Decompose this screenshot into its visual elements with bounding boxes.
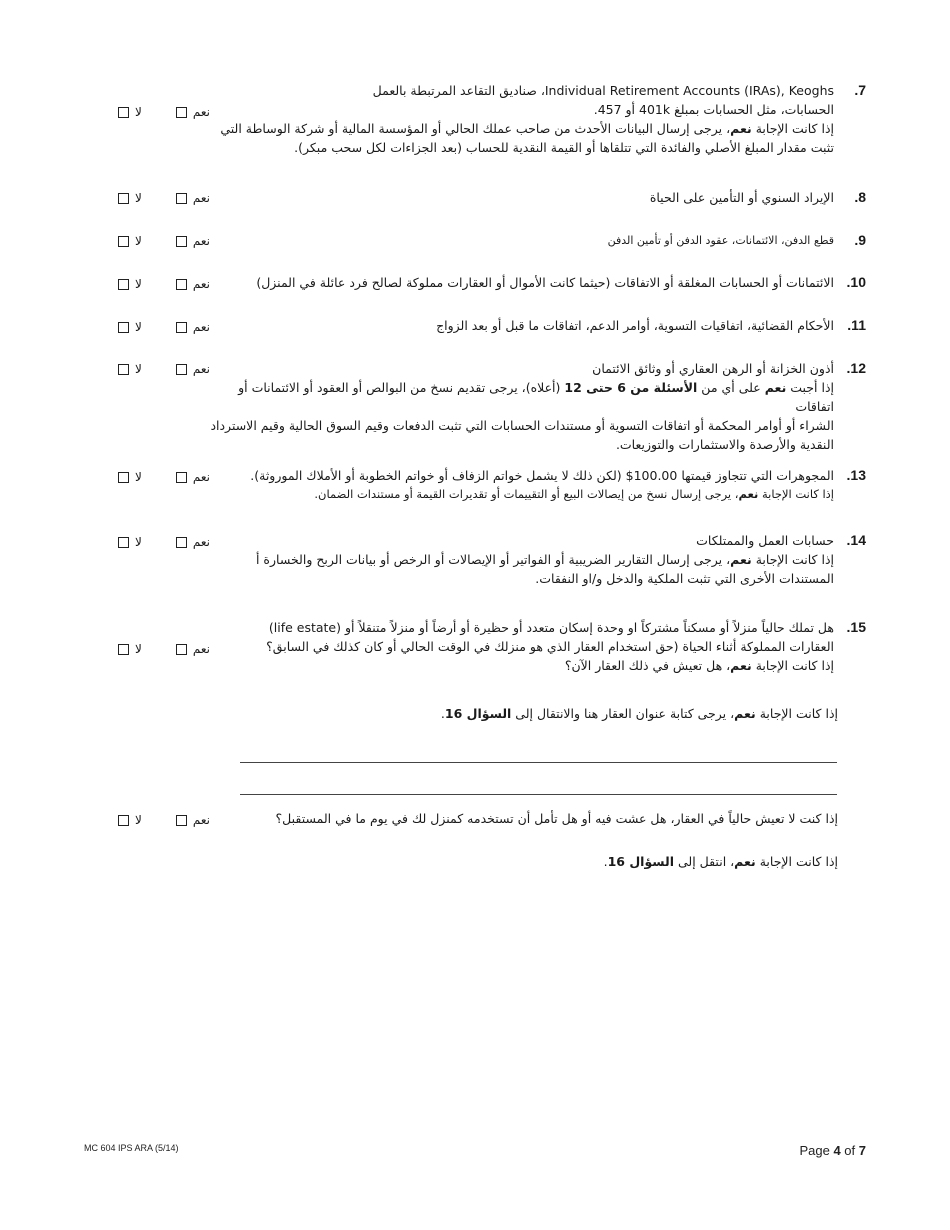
yes-checkbox[interactable] — [176, 644, 187, 655]
question-number: .15 — [846, 619, 866, 635]
form-id: MC 604 IPS ARA (5/14) — [84, 1143, 179, 1153]
question-number: .11 — [847, 317, 866, 333]
yes-option[interactable]: نعم — [170, 277, 210, 291]
no-option[interactable]: لا — [112, 320, 142, 334]
no-checkbox[interactable] — [118, 472, 129, 483]
yes-checkbox[interactable] — [176, 537, 187, 548]
yes-checkbox[interactable] — [176, 815, 187, 826]
no-option[interactable]: لا — [112, 470, 142, 484]
question-number: .14 — [846, 532, 866, 548]
no-checkbox[interactable] — [118, 193, 129, 204]
no-checkbox[interactable] — [118, 236, 129, 247]
yes-checkbox[interactable] — [176, 322, 187, 333]
yes-no-q13 — [84, 470, 210, 484]
yes-no-followup — [84, 813, 210, 827]
question-instruction: إذا كانت الإجابة نعم، هل تعيش في ذلك العقار الآن؟ — [564, 658, 834, 673]
question-14 — [200, 531, 866, 588]
no-option[interactable]: لا — [112, 813, 142, 827]
question-instruction: إذا أجبت نعم على أي من الأسئلة من 6 حتى 12 (أعلاه)، يرجى تقديم نسخ من البوالص أو العقود أو الائتمانات أو اتفاقات — [238, 380, 834, 414]
question-text: أذون الخزانة أو الرهن العقاري أو وثائق الائتمان — [592, 361, 834, 376]
no-option[interactable]: لا — [112, 642, 142, 656]
question-11 — [200, 316, 866, 335]
question-text-line: المستندات الأخرى التي تثبت الملكية والدخل و/او النفقات. — [535, 571, 834, 586]
yes-checkbox[interactable] — [176, 364, 187, 375]
yes-option[interactable]: نعم — [170, 105, 210, 119]
yes-no-q11 — [84, 320, 210, 334]
question-number: .13 — [846, 467, 866, 483]
question-text: قطع الدفن، الائتمانات، عقود الدفن أو تأمين الدفن — [607, 234, 834, 247]
yes-checkbox[interactable] — [176, 472, 187, 483]
yes-option[interactable]: نعم — [170, 642, 210, 656]
address-line-1[interactable] — [240, 762, 837, 763]
question-number: .9 — [854, 232, 866, 248]
question-number: .8 — [854, 189, 866, 205]
no-checkbox[interactable] — [118, 644, 129, 655]
question-text: حسابات العمل والممتلكات — [696, 533, 834, 548]
question-text: الأحكام القضائية، اتفاقيات التسوية، أوامر الدعم، اتفاقات ما قبل أو بعد الزواج — [436, 318, 834, 333]
no-option[interactable]: لا — [112, 234, 142, 248]
question-13 — [200, 466, 866, 504]
question-12 — [200, 359, 866, 454]
no-checkbox[interactable] — [118, 364, 129, 375]
yes-no-q7 — [84, 105, 210, 119]
yes-checkbox[interactable] — [176, 193, 187, 204]
yes-no-q12 — [84, 362, 210, 376]
yes-no-q14 — [84, 535, 210, 549]
question-10 — [200, 273, 866, 292]
yes-checkbox[interactable] — [176, 107, 187, 118]
question-number: .7 — [854, 82, 866, 98]
no-option[interactable]: لا — [112, 535, 142, 549]
no-option[interactable]: لا — [112, 277, 142, 291]
yes-option[interactable]: نعم — [170, 362, 210, 376]
yes-no-q10 — [84, 277, 210, 291]
yes-no-q8 — [84, 191, 210, 205]
no-option[interactable]: لا — [112, 362, 142, 376]
page-number: Page 4 of 7 — [799, 1143, 866, 1158]
no-checkbox[interactable] — [118, 279, 129, 290]
question-9 — [200, 231, 866, 250]
no-checkbox[interactable] — [118, 537, 129, 548]
address-instruction: إذا كانت الإجابة نعم، يرجى كتابة عنوان العقار هنا والانتقال إلى السؤال 16. — [440, 706, 838, 721]
yes-checkbox[interactable] — [176, 279, 187, 290]
yes-checkbox[interactable] — [176, 236, 187, 247]
question-15 — [200, 618, 866, 675]
question-text-line: الحسابات، مثل الحسابات بمبلغ 401k أو 457. — [593, 102, 834, 117]
yes-option[interactable]: نعم — [170, 535, 210, 549]
no-checkbox[interactable] — [118, 107, 129, 118]
question-text-line: النقدية والأرصدة والاستثمارات والتوزيعات. — [615, 437, 834, 452]
question-8 — [200, 188, 866, 207]
no-checkbox[interactable] — [118, 815, 129, 826]
yes-option[interactable]: نعم — [170, 470, 210, 484]
question-text: المجوهرات التي تتجاوز قيمتها 100.00$ (لكن ذلك لا يشمل خواتم الزفاف أو خواتم الخطوبة أو الأملاك الموروثة). — [250, 468, 834, 483]
no-option[interactable]: لا — [112, 191, 142, 205]
no-checkbox[interactable] — [118, 322, 129, 333]
address-line-2[interactable] — [240, 794, 837, 795]
final-instruction: إذا كانت الإجابة نعم، انتقل إلى السؤال 16. — [603, 854, 838, 869]
question-text-line: الشراء أو أوامر المحكمة أو اتفاقات التسوية أو مستندات الحسابات التي تثبت الدفعات وقيم السوق الحالية وقيم الاسترداد — [210, 418, 834, 433]
question-text-line: العقارات المملوكة أثناء الحياة (حق استخدام العقار الذي هو منزلك في الوقت الحالي أو كان كذلك في السابق؟ — [266, 639, 834, 654]
question-text: الإيراد السنوي أو التأمين على الحياة — [649, 190, 834, 205]
question-text: Individual Retirement Accounts (IRAs), Keoghs، صناديق التقاعد المرتبطة بالعمل — [372, 83, 834, 98]
question-number: .10 — [846, 274, 866, 290]
yes-no-q15 — [84, 642, 210, 656]
question-instruction: إذا كانت الإجابة نعم، يرجى إرسال نسخ من إيصالات البيع أو التقييمات أو تقديرات القيمة أو مستندات الضمان. — [314, 487, 834, 501]
no-option[interactable]: لا — [112, 105, 142, 119]
question-instruction: إذا كانت الإجابة نعم، يرجى إرسال البيانات الأحدث من صاحب عملك الحالي أو المؤسسة المالية أو شركة الوساطة التي — [220, 121, 834, 136]
yes-option[interactable]: نعم — [170, 813, 210, 827]
yes-option[interactable]: نعم — [170, 191, 210, 205]
followup-question: إذا كنت لا تعيش حالياً في العقار، هل عشت فيه أو هل تأمل أن تستخدمه كمنزل لك في يوم ما في المستقبل؟ — [275, 811, 838, 826]
question-instruction: إذا كانت الإجابة نعم، يرجى إرسال التقارير الضريبية أو الفواتير أو الإيصالات أو الرخص أو بيانات الربح والخسارة أ — [255, 552, 834, 567]
yes-option[interactable]: نعم — [170, 320, 210, 334]
question-number: .12 — [846, 360, 866, 376]
question-text: الائتمانات أو الحسابات المغلقة أو الاتفاقات (حيثما كانت الأموال أو العقارات مملوكة لصالح فرد عائلة في المنزل) — [256, 275, 834, 290]
question-7 — [200, 81, 866, 157]
question-text: هل تملك حالياً منزلاً أو مسكناً مشتركاً او وحدة إسكان متعدد أو حظيرة أو أرضاً أو منزلاً متنقلاً أو (life estate) — [268, 620, 834, 635]
yes-no-q9 — [84, 234, 210, 248]
question-text-line: تثبت مقدار المبلغ الأصلي والفائدة التي تتلقاها أو القيمة النقدية للحساب (بعد الجزاءات لكل سحب مبكر). — [294, 140, 834, 155]
yes-option[interactable]: نعم — [170, 234, 210, 248]
